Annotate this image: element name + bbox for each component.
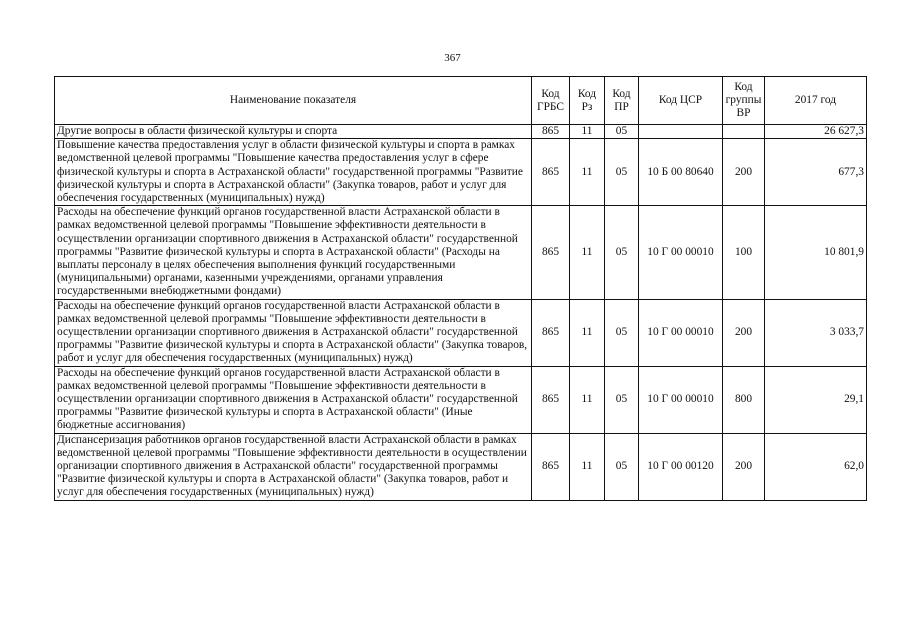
row-rz: 11	[570, 299, 605, 366]
row-rz: 11	[570, 125, 605, 139]
row-csr: 10 Б 00 80640	[639, 139, 723, 206]
row-csr: 10 Г 00 00010	[639, 299, 723, 366]
row-name: Расходы на обеспечение функций органов государственной власти Астраханской области в рамках ведомственной целевой программы "Повышение эффективности деятельности в осуществлении организации спортивного движения в Астраханской области" государственной программы "Развитие физической культуры и спорта в Астраханской области" (Закупка товаров, работ и услуг для обеспечения государственных (муниципальных) нужд)	[55, 299, 532, 366]
row-grbs: 865	[532, 125, 570, 139]
table-row	[55, 366, 867, 433]
row-name: Диспансеризация работников органов государственной власти Астраханской области в рамках ведомственной целевой программы "Повышение эффективности деятельности в осуществлении организации спортивного движения в Астраханской области" государственной программы "Развитие физической культуры и спорта в Астраханской области" (Закупка товаров, работ и услуг для обеспечения государственных (муниципальных) нужд)	[55, 433, 532, 500]
table-row	[55, 299, 867, 366]
header-vr: Код группы ВР	[723, 77, 765, 125]
row-csr	[639, 125, 723, 139]
row-amount: 29,1	[765, 366, 867, 433]
row-csr: 10 Г 00 00010	[639, 206, 723, 299]
row-grbs: 865	[532, 366, 570, 433]
header-grbs: Код ГРБС	[532, 77, 570, 125]
row-vr: 200	[723, 139, 765, 206]
row-amount: 3 033,7	[765, 299, 867, 366]
table-header-row	[55, 77, 867, 125]
row-rz: 11	[570, 433, 605, 500]
row-vr: 200	[723, 433, 765, 500]
table-row	[55, 139, 867, 206]
row-pr: 05	[605, 299, 639, 366]
row-rz: 11	[570, 206, 605, 299]
row-name: Другие вопросы в области физической культуры и спорта	[55, 125, 532, 139]
row-pr: 05	[605, 139, 639, 206]
row-vr: 100	[723, 206, 765, 299]
header-rz: Код Рз	[570, 77, 605, 125]
row-rz: 11	[570, 139, 605, 206]
row-grbs: 865	[532, 433, 570, 500]
table-row	[55, 206, 867, 299]
table-row	[55, 433, 867, 500]
row-amount: 10 801,9	[765, 206, 867, 299]
header-pr: Код ПР	[605, 77, 639, 125]
header-name: Наименование показателя	[55, 77, 532, 125]
row-csr: 10 Г 00 00120	[639, 433, 723, 500]
row-csr: 10 Г 00 00010	[639, 366, 723, 433]
row-amount: 677,3	[765, 139, 867, 206]
row-name: Повышение качества предоставления услуг в области физической культуры и спорта в рамках ведомственной целевой программы "Повышение качества предоставления услуг в сфере физической культуры и спорта в Астраханской области" государственной программы "Развитие физической культуры и спорта в Астраханской области" (Закупка товаров, работ и услуг для обеспечения государственных (муниципальных) нужд)	[55, 139, 532, 206]
row-rz: 11	[570, 366, 605, 433]
row-amount: 62,0	[765, 433, 867, 500]
budget-table	[54, 76, 867, 501]
row-vr	[723, 125, 765, 139]
row-pr: 05	[605, 125, 639, 139]
row-grbs: 865	[532, 206, 570, 299]
header-year: 2017 год	[765, 77, 867, 125]
row-name: Расходы на обеспечение функций органов государственной власти Астраханской области в рамках ведомственной целевой программы "Повышение эффективности деятельности в осуществлении организации спортивного движения в Астраханской области" государственной программы "Развитие физической культуры и спорта в Астраханской области" (Расходы на выплаты персоналу в целях обеспечения выполнения функций государственными (муниципальными) органами, казенными учреждениями, органами управления государственными внебюджетными фондами)	[55, 206, 532, 299]
page-number: 367	[444, 52, 461, 64]
row-pr: 05	[605, 366, 639, 433]
row-grbs: 865	[532, 139, 570, 206]
row-pr: 05	[605, 433, 639, 500]
table-row	[55, 125, 867, 139]
row-pr: 05	[605, 206, 639, 299]
row-vr: 800	[723, 366, 765, 433]
header-csr: Код ЦСР	[639, 77, 723, 125]
row-vr: 200	[723, 299, 765, 366]
row-name: Расходы на обеспечение функций органов государственной власти Астраханской области в рамках ведомственной целевой программы "Повышение эффективности деятельности в осуществлении организации спортивного движения в Астраханской области" государственной программы "Развитие физической культуры и спорта в Астраханской области" (Иные бюджетные ассигнования)	[55, 366, 532, 433]
row-grbs: 865	[532, 299, 570, 366]
row-amount: 26 627,3	[765, 125, 867, 139]
